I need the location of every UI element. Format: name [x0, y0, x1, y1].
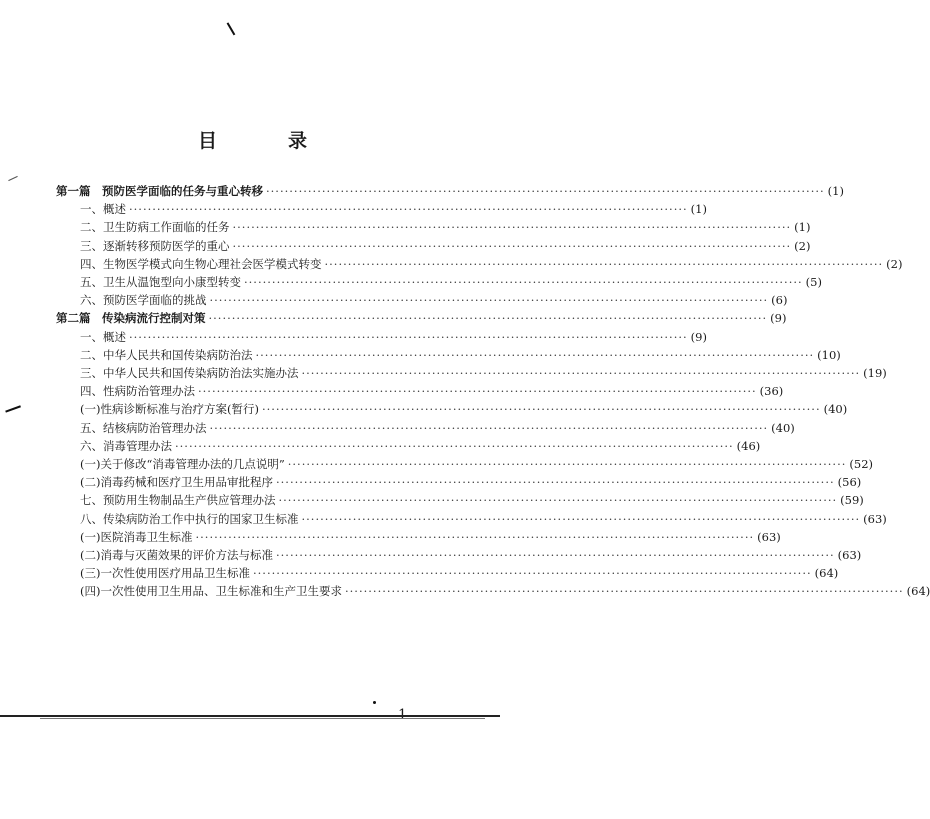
leader-dots: ························································································································	[244, 275, 803, 289]
toc-entry-label: 六、预防医学面临的挑战	[80, 293, 207, 308]
leader-dots: ························································································································	[324, 256, 884, 271]
leader-dots: ························································································································	[301, 511, 861, 526]
leader-dots: ························································································································	[301, 366, 861, 380]
toc-section-entry	[80, 273, 822, 291]
toc-section-entry	[80, 200, 707, 218]
leader-dots: ························································································································	[287, 457, 847, 471]
toc-entry-label: 七、预防用生物制品生产供应管理办法	[80, 493, 276, 508]
toc-entry-label: (三)一次性使用医疗用品卫生标准	[80, 566, 250, 581]
toc-subsection-entry	[80, 473, 862, 491]
toc-section-entry	[80, 437, 761, 455]
toc-entry-page: (64)	[906, 584, 930, 599]
toc-subsection-entry	[80, 546, 862, 564]
toc-subsection-entry	[80, 400, 848, 418]
toc-section-entry	[80, 328, 707, 346]
toc-entry-label: 一、概述	[80, 202, 126, 217]
toc-entry-page: (2)	[886, 256, 903, 271]
toc-entry-label: 五、卫生从温饱型向小康型转变	[80, 275, 241, 289]
toc-entry-label: (二)消毒与灭菌效果的评价方法与标准	[80, 548, 273, 562]
scan-mark-top	[227, 23, 235, 36]
leader-dots: ························································································································	[278, 493, 838, 508]
toc-part-entry	[56, 182, 844, 200]
toc-subsection-entry	[80, 582, 930, 600]
leader-dots: ························································································································	[255, 347, 815, 362]
scan-mark-left-upper	[8, 176, 17, 181]
leader-dots: ························································································································	[344, 584, 904, 599]
toc-entry-page: (63)	[757, 529, 781, 544]
toc-section-entry	[80, 237, 811, 255]
leader-dots: ························································································································	[266, 184, 825, 198]
toc-entry-page: (56)	[837, 475, 862, 490]
toc-entry-page: (46)	[736, 438, 761, 453]
toc-entry-label: 三、中华人民共和国传染病防治法实施办法	[80, 366, 299, 380]
scan-mark-left	[5, 405, 21, 412]
toc-section-entry	[80, 291, 788, 309]
toc-entry-page: (63)	[863, 511, 887, 526]
leader-dots: ························································································································	[252, 566, 812, 581]
page-title: 目 录	[197, 130, 333, 152]
toc-subsection-entry	[80, 455, 874, 473]
toc-entry-page: (1)	[827, 184, 844, 198]
toc-entry-label: 四、生物医学模式向生物心理社会医学模式转变	[80, 256, 322, 271]
leader-dots: ························································································································	[261, 402, 821, 417]
toc-entry-page: (19)	[863, 366, 887, 380]
toc-entry-label: 八、传染病防治工作中执行的国家卫生标准	[80, 511, 299, 526]
leader-dots: ························································································································	[195, 529, 755, 544]
bottom-rule-thin	[40, 718, 485, 719]
toc-section-entry	[80, 218, 811, 236]
leader-dots: ························································································································	[232, 220, 792, 235]
leader-dots: ························································································································	[129, 329, 688, 344]
toc-entry-page: (5)	[805, 275, 822, 289]
leader-dots: ························································································································	[232, 238, 792, 253]
toc-entry-page: (40)	[771, 420, 795, 435]
toc-entry-label: (四)一次性使用卫生用品、卫生标准和生产卫生要求	[80, 584, 342, 599]
toc-entry-page: (9)	[770, 311, 787, 326]
toc-entry-label: (一)性病诊断标准与治疗方案(暂行)	[80, 402, 259, 417]
toc-subsection-entry	[80, 564, 839, 582]
toc-entry-label: (二)消毒药械和医疗卫生用品审批程序	[80, 475, 273, 490]
toc-section-entry	[80, 255, 903, 273]
leader-dots: ························································································································	[129, 202, 688, 217]
bottom-rule	[0, 715, 500, 717]
toc-entry-page: (40)	[823, 402, 848, 417]
toc-entry-label: 五、结核病防治管理办法	[80, 420, 207, 435]
toc-part-entry	[56, 309, 787, 327]
leader-dots: ························································································································	[208, 311, 768, 326]
leader-dots: ························································································································	[209, 420, 769, 435]
leader-dots: ························································································································	[275, 475, 835, 490]
toc-entry-page: (64)	[814, 566, 839, 581]
toc-entry-page: (1)	[690, 202, 707, 217]
toc-section-entry	[80, 510, 887, 528]
toc-entry-label: 一、概述	[80, 329, 126, 344]
toc-entry-label: 二、中华人民共和国传染病防治法	[80, 347, 253, 362]
toc-entry-page: (6)	[771, 293, 788, 308]
toc-section-entry	[80, 419, 795, 437]
leader-dots: ························································································································	[198, 384, 757, 399]
toc-entry-label: 二、卫生防病工作面临的任务	[80, 220, 230, 235]
toc-entry-label: 六、消毒管理办法	[80, 438, 172, 453]
toc-entry-page: (10)	[817, 347, 841, 362]
toc-entry-label: 第一篇 预防医学面临的任务与重心转移	[56, 184, 263, 198]
toc-entry-label: 四、性病防治管理办法	[80, 384, 195, 399]
leader-dots: ························································································································	[175, 438, 734, 453]
toc-section-entry	[80, 364, 887, 382]
toc-section-entry	[80, 491, 864, 509]
scan-dot	[373, 701, 376, 704]
toc-entry-page: (9)	[690, 329, 707, 344]
toc-entry-label: (一)医院消毒卫生标准	[80, 529, 193, 544]
toc-section-entry	[80, 346, 841, 364]
toc-entry-label: 三、逐渐转移预防医学的重心	[80, 238, 230, 253]
toc-entry-page: (36)	[759, 384, 784, 399]
toc-entry-page: (2)	[794, 238, 811, 253]
toc-section-entry	[80, 382, 784, 400]
toc-entry-page: (59)	[840, 493, 864, 508]
leader-dots: ························································································································	[209, 293, 769, 308]
toc-entry-page: (1)	[794, 220, 811, 235]
toc-entry-label: 第二篇 传染病流行控制对策	[56, 311, 206, 326]
leader-dots: ························································································································	[275, 548, 835, 562]
toc-entry-page: (52)	[849, 457, 874, 471]
toc-entry-label: (一)关于修改“消毒管理办法的几点说明”	[80, 457, 285, 471]
toc-subsection-entry	[80, 528, 781, 546]
toc-entry-page: (63)	[837, 548, 862, 562]
